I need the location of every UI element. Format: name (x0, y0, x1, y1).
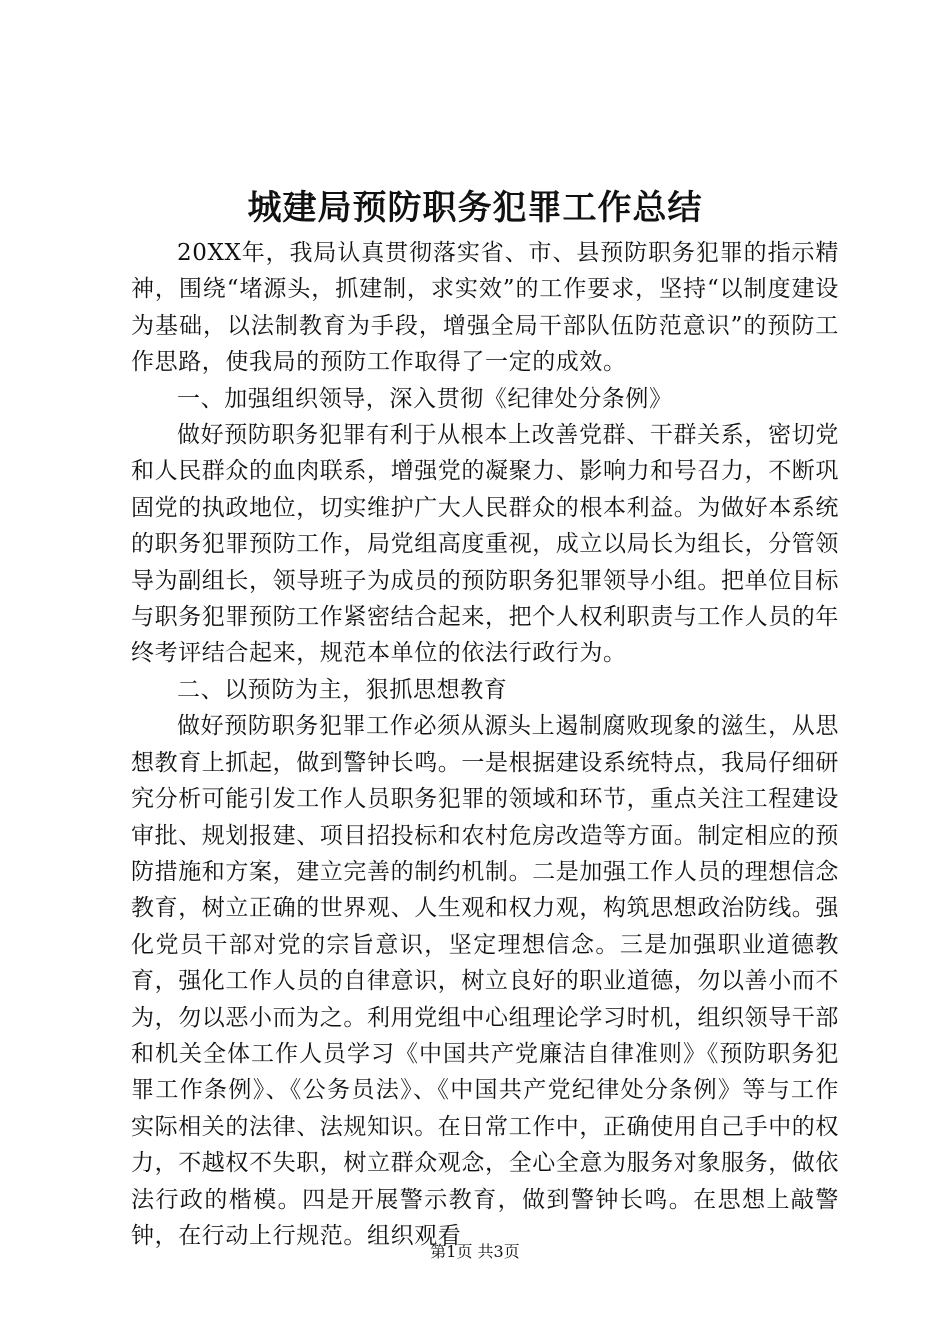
intro-paragraph: 20XX年，我局认真贯彻落实省、市、县预防职务犯罪的指示精神，围绕“堵源头，抓建制，求实效”的工作要求，坚持“以制度建设为基础，以法制教育为手段，增强全局干部队伍防范意识”的预防工作思路，使我局的预防工作取得了一定的成效。 (131, 240, 839, 376)
document-body (131, 235, 839, 1254)
page-number-footer: 第1页 共3页 (430, 1242, 520, 1261)
section-2-paragraph: 做好预防职务犯罪工作必须从源头上遏制腐败现象的滋生，从思想教育上抓起，做到警钟长鸣。一是根据建设系统特点，我局仔细研究分析可能引发工作人员职务犯罪的领域和环节，重点关注工程建设审批、规划报建、项目招投标和农村危房改造等方面。制定相应的预防措施和方案，建立完善的制约机制。二是加强工作人员的理想信念教育，树立正确的世界观、人生观和权力观，构筑思想政治防线。强化党员干部对党的宗旨意识，坚定理想信念。三是加强职业道德教育，强化工作人员的自律意识，树立良好的职业道德，勿以善小而不为，勿以恶小而为之。利用党组中心组理论学习时机，组织领导干部和机关全体工作人员学习《中国共产党廉洁自律准则》《预防职务犯罪工作条例》、《公务员法》、《中国共产党纪律处分条例》等与工作实际相关的法律、法规知识。在日常工作中，正确使用自己手中的权力，不越权不失职，树立群众观念，全心全意为服务对象服务，做依法行政的楷模。四是开展警示教育，做到警钟长鸣。在思想上敲警钟，在行动上行规范。组织观看 (131, 713, 839, 1249)
section-heading-2: 二、以预防为主，狠抓思想教育 (177, 676, 508, 703)
section-1-paragraph: 做好预防职务犯罪有利于从根本上改善党群、干群关系，密切党和人民群众的血肉联系，增强党的凝聚力、影响力和号召力，不断巩固党的执政地位，切实维护广大人民群众的根本利益。为做好本系统的职务犯罪预防工作，局党组高度重视，成立以局长为组长，分管领导为副组长，领导班子为成员的预防职务犯罪领导小组。把单位目标与职务犯罪预防工作紧密结合起来，把个人权利职责与工作人员的年终考评结合起来，规范本单位的依法行政行为。 (131, 422, 839, 667)
document-title: 城建局预防职务犯罪工作总结 (247, 188, 703, 228)
section-heading-1: 一、加强组织领导，深入贯彻《纪律处分条例》 (177, 385, 673, 412)
